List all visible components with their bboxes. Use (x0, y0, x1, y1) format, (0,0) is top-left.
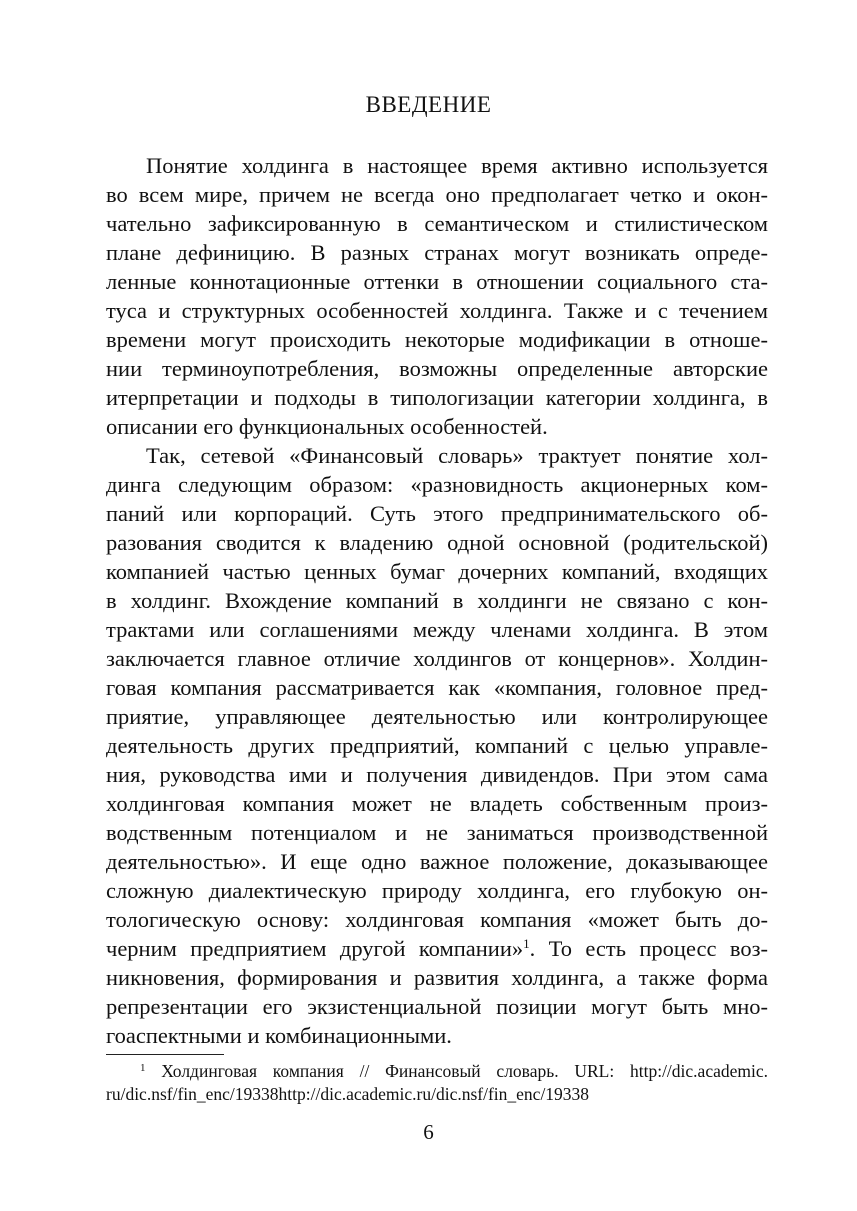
text-line: деятельность других предприятий, компаний с целью управле- (106, 733, 768, 758)
text-line: заключается главное отличие холдингов от концернов». Холдин- (106, 646, 768, 671)
text-line-with-footnote (106, 934, 768, 963)
text-line: гоаспектными и комбинационными. (106, 1023, 452, 1048)
text-line: Так, сетевой «Финансовый словарь» трактует понятие хол- (146, 443, 768, 468)
text-line: паний или корпораций. Суть этого предпринимательского об- (106, 501, 768, 526)
text-line: приятие, управляющее деятельностью или контролирующее (106, 704, 768, 729)
text-line: времени могут происходить некоторые модификации в отноше- (106, 327, 768, 352)
footnote-url[interactable]: ru/dic.nsf/fin_enc/19338http://dic.academic.ru/dic.nsf/fin_enc/19338 (106, 1084, 590, 1104)
text-line: ленные коннотационные оттенки в отношении социального ста- (106, 269, 768, 294)
text-line: деятельностью». И еще одно важное положение, доказывающее (106, 849, 768, 874)
text-line: Понятие холдинга в настоящее время активно используется (146, 153, 768, 178)
text-line: туса и структурных особенностей холдинга. Также и с течением (106, 298, 768, 323)
text-segment: черним предприятием другой компании» (106, 936, 524, 961)
text-line: ния, руководства ими и получения дивидендов. При этом сама (106, 762, 768, 787)
text-line: водственным потенциалом и не заниматься производственной (106, 820, 768, 845)
text-line: трактами или соглашениями между членами холдинга. В этом (106, 617, 768, 642)
text-line: разования сводится к владению одной основной (родительской) (106, 530, 768, 555)
page-title: ВВЕДЕНИЕ (365, 92, 492, 117)
text-line: репрезентации его экзистенциальной позиции могут быть мно- (106, 994, 768, 1019)
text-line: сложную диалектическую природу холдинга, его глубокую он- (106, 878, 768, 903)
text-line: динга следующим образом: «разновидность акционерных ком- (106, 472, 768, 497)
paragraph-2 (106, 441, 768, 1050)
footnote-line (106, 1060, 768, 1083)
text-line: нии терминоупотребления, возможны определенные авторские (106, 356, 768, 381)
text-line: итерпретации и подходы в типологизации категории холдинга, в (106, 385, 768, 410)
footnote-text: Холдинговая компания // Финансовый словарь. URL: http://dic.academic. (145, 1061, 768, 1081)
footnote-reference[interactable]: 1 (523, 936, 530, 951)
text-line: в холдинг. Вхождение компаний в холдинги не связано с кон- (106, 588, 768, 613)
footnote-marker: 1 (140, 1062, 146, 1074)
text-line: тологическую основу: холдинговая компания «может быть до- (106, 907, 768, 932)
text-line: компанией частью ценных бумаг дочерних компаний, входящих (106, 559, 768, 584)
text-line: плане дефиницию. В разных странах могут возникать опреде- (106, 240, 768, 265)
text-line: во всем мире, причем не всегда оно предполагает четко и окон- (106, 182, 768, 207)
text-line: описании его функциональных особенностей. (106, 414, 548, 439)
text-line: никновения, формирования и развития холдинга, а также форма (106, 965, 768, 990)
text-line: говая компания рассматривается как «компания, головное пред- (106, 675, 768, 700)
text-segment: . То есть процесс воз- (529, 936, 768, 961)
body-text (106, 151, 768, 1050)
footnote-divider (106, 1054, 224, 1055)
paragraph-1 (106, 151, 768, 441)
footnote (106, 1060, 768, 1106)
text-line: чательно зафиксированную в семантическом и стилистическом (106, 211, 768, 236)
text-line: холдинговая компания может не владеть собственным произ- (106, 791, 768, 816)
page-number: 6 (423, 1120, 434, 1144)
